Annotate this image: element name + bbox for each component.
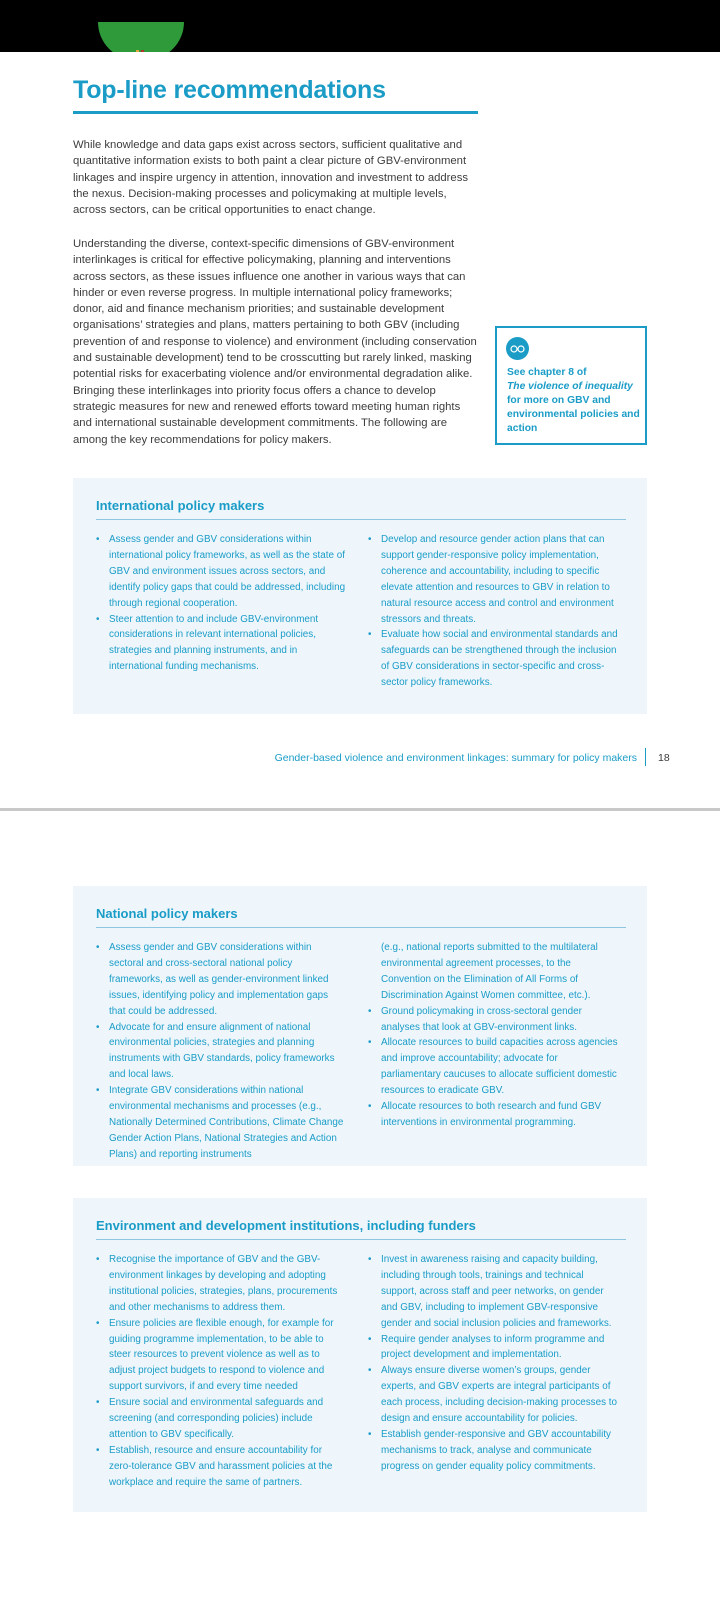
section-rule	[96, 927, 626, 928]
section-heading: National policy makers	[96, 906, 238, 921]
list-item: • Ground policymaking in cross-sectoral gender analyses that look at GBV-environment links.	[368, 1004, 618, 1036]
left-column	[96, 940, 346, 1163]
list-item: • Develop and resource gender action plans that can support gender-responsive policy implementation, coherence and accountability, including to specific elevate attention and resources to GBV in relation to natural resource access and control and environment stressors and threats.	[368, 532, 618, 627]
list-item: • Ensure social and environmental safeguards and screening (and corresponding policies) include attention to GBV specifically.	[96, 1395, 346, 1443]
footer-text: Gender-based violence and environment linkages: summary for policy makers	[274, 752, 637, 764]
list-item: • Require gender analyses to inform programme and project development and implementation.	[368, 1332, 618, 1364]
list-item: • Establish, resource and ensure accountability for zero-tolerance GBV and harassment policies at the workplace and require the same of partners.	[96, 1443, 346, 1491]
callout-line1: See chapter 8 of	[507, 367, 587, 378]
right-column	[368, 940, 618, 1131]
callout-line3: for more on GBV and environmental policies and action	[507, 395, 640, 434]
callout-text	[507, 366, 643, 436]
list-item: • Allocate resources to both research and fund GBV interventions in environmental programming.	[368, 1099, 618, 1131]
top-bar	[0, 0, 720, 52]
intro-paragraph-2: Understanding the diverse, context-specific dimensions of GBV-environment interlinkages is critical for effective policymaking, planning and interventions across sectors, as these issues influence one another in various ways that can hinder or even reverse progress. In multiple international policy frameworks; donor, aid and finance mechanism priorities; and sustainable development organisations’ strategies and plans, matters pertaining to both GBV (including prevention of and response to violence) and environment (including conservation and sustainable development) tend to be crosscutting but rarely linked, masking potential risks for exacerbating violence and/or environmental degradation alike. Bringing these interlinkages into priority focus offers a chance to develop strategic measures for new and renewed efforts toward meeting human rights and international sustainable development commitments. The following are among the key recommendations for policy makers.	[73, 238, 477, 446]
list-item: • Recognise the importance of GBV and the GBV-environment linkages by developing and adopting institutional policies, strategies, plans, procurements and other mechanisms to address them.	[96, 1252, 346, 1316]
logo-graphic	[98, 22, 184, 52]
national-policy-box	[73, 886, 647, 1166]
list-item-continued: (e.g., national reports submitted to the multilateral environmental agreement processes, to the Convention on the Elimination of All Forms of Discrimination Against Women committee, etc.).	[381, 942, 598, 1001]
section-heading: Environment and development institutions, including funders	[96, 1218, 476, 1233]
list-item: • Steer attention to and include GBV-environment considerations in relevant international policies, strategies and planning instruments, and in international funding mechanisms.	[96, 612, 346, 676]
section-heading: International policy makers	[96, 498, 265, 513]
title-underline	[73, 111, 478, 114]
international-policy-box	[73, 478, 647, 714]
list-item: • Allocate resources to build capacities across agencies and improve accountability; advocate for parliamentary caucuses to allocate sufficient domestic resources to eradicate GBV.	[368, 1035, 618, 1099]
chapter-callout	[495, 326, 647, 445]
list-item: • Establish gender-responsive and GBV accountability mechanisms to track, analyse and communicate progress on gender equality policy commitments.	[368, 1427, 618, 1475]
list-item: • Ensure policies are flexible enough, for example for guiding programme implementation, to be able to steer resources to prevent violence as well as to adjust project budgets to respond to violence and support survivors, if and every time needed	[96, 1316, 346, 1396]
list-item: • Integrate GBV considerations within national environmental mechanisms and processes (e.g., Nationally Determined Contributions, Climate Change Gender Action Plans, National Strategies and Action Plans) and reporting instruments	[96, 1083, 346, 1163]
section-rule	[96, 519, 626, 520]
list-item: • Assess gender and GBV considerations within sectoral and cross-sectoral national policy frameworks, as well as gender-environment linked issues, identifying policy and implementation gaps that could be addressed.	[96, 940, 346, 1020]
list-item: • Advocate for and ensure alignment of national environmental policies, strategies and planning instruments with GBV standards, policy frameworks and local laws.	[96, 1020, 346, 1084]
list-item: • Always ensure diverse women’s groups, gender experts, and GBV experts are integral participants of each process, including decision-making processes to design and ensure accountability for policies.	[368, 1363, 618, 1427]
left-column	[96, 1252, 346, 1491]
page-footer	[0, 752, 720, 766]
glasses-icon	[506, 337, 529, 360]
page-title: Top-line recommendations	[73, 76, 386, 104]
left-column	[96, 532, 346, 675]
list-item: • Invest in awareness raising and capacity building, including through tools, trainings and technical support, across staff and peer networks, on gender and GBV, including to implement GBV-responsive gender and social inclusion policies and frameworks.	[368, 1252, 618, 1332]
callout-report-title: The violence of inequality	[507, 381, 633, 392]
footer-divider	[645, 748, 646, 766]
page-number: 18	[658, 752, 670, 764]
intro-paragraph-1: While knowledge and data gaps exist across sectors, sufficient qualitative and quantitative information exists to both paint a clear picture of GBV-environment linkages and inspire urgency in attention, innovation and investment to address the nexus. Decision-making processes and policymaking at multiple levels, across sectors, can be critical opportunities to enact change.	[73, 139, 469, 217]
section-rule	[96, 1239, 626, 1240]
right-column	[368, 532, 618, 691]
institutions-box	[73, 1198, 647, 1512]
right-column	[368, 1252, 618, 1475]
list-item: • Assess gender and GBV considerations within international policy frameworks, as well as the state of GBV and environment issues across sectors, and identify policy gaps that could be addressed, including through regional cooperation.	[96, 532, 346, 612]
list-item: • Evaluate how social and environmental standards and safeguards can be strengthened through the inclusion of GBV considerations in sector-specific and cross-sector policy frameworks.	[368, 627, 618, 691]
